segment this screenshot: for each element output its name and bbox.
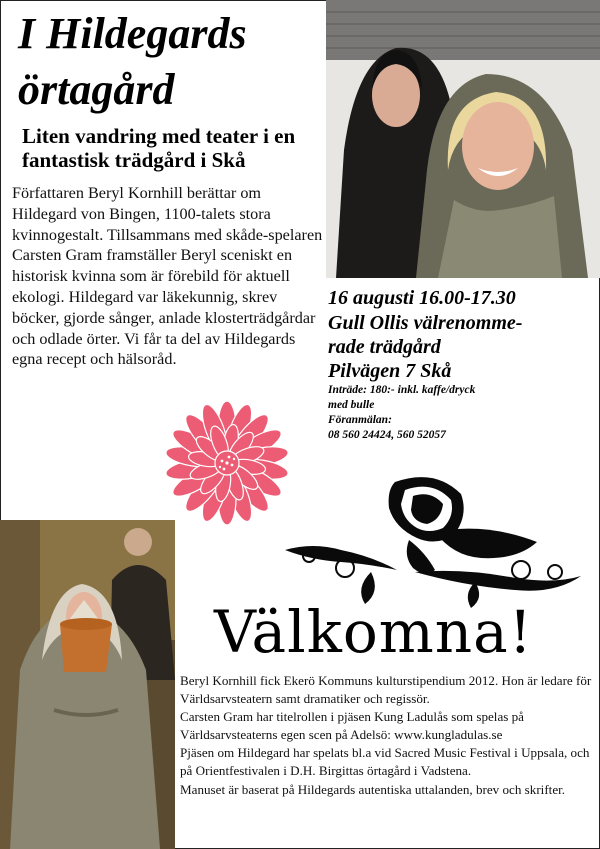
event-place-line2: rade trädgård xyxy=(328,336,441,358)
entry-fee-line2: med bulle xyxy=(328,399,375,411)
hildegard-bowl-photo xyxy=(0,520,175,849)
butterfly-ornament-icon xyxy=(285,472,585,612)
footer-text xyxy=(180,672,594,799)
footer-paragraph-4: Manuset är baserat på Hildegards autentiska uttalanden, brev och skrifter. xyxy=(180,781,566,797)
actors-photo xyxy=(326,0,600,278)
intro-paragraph: Författaren Beryl Kornhill berättar om Hildegard von Bingen, 1100-talets stora kvinnogestalt. Tillsammans med skåde-spelaren Carsten Gram framställer Beryl sceniskt en historisk kvinna som är förebild för aktuell ekologi. Hildegard var läkekunnig, skrev böcker, gjorde sånger, anlade klosterträdgårdar och odlade örter. Vi får ta del av Hildegards egna recept och hälsoråd. xyxy=(12,184,323,369)
poster-title: I Hildegards örtagård xyxy=(18,9,247,114)
event-place-line1: Gull Ollis välrenomme- xyxy=(328,312,523,334)
event-details xyxy=(328,286,596,443)
event-date: 16 augusti 16.00-17.30 xyxy=(328,287,516,309)
footer-paragraph-3: Pjäsen om Hildegard har spelats bl.a vid Sacred Music Festival i Uppsala, och på Orientfestivalen i D.H. Birgittas örtagård i Vadstena. xyxy=(180,745,590,779)
registration-label: Föranmälan: xyxy=(328,414,392,426)
poster-subtitle: Liten vandring med teater i en fantastisk trädgård i Skå xyxy=(22,124,296,172)
welcome-heading: Välkomna! xyxy=(214,598,533,666)
footer-paragraph-2: Carsten Gram har titelrollen i pjäsen Kung Ladulås som spelas på Världsarvsteaterns egen scen på Adelsö: www.kungladulas.se xyxy=(180,709,524,743)
dahlia-flower-icon xyxy=(162,398,292,528)
footer-paragraph-1: Beryl Kornhill fick Ekerö Kommuns kulturstipendium 2012. Hon är ledare för Världsarvsteatern samt dramatiker och regissör. xyxy=(180,673,592,707)
event-address: Pilvägen 7 Skå xyxy=(328,360,452,382)
registration-phones: 08 560 24424, 560 52057 xyxy=(328,429,446,441)
entry-fee-line1: Inträde: 180:- inkl. kaffe/dryck xyxy=(328,384,476,396)
